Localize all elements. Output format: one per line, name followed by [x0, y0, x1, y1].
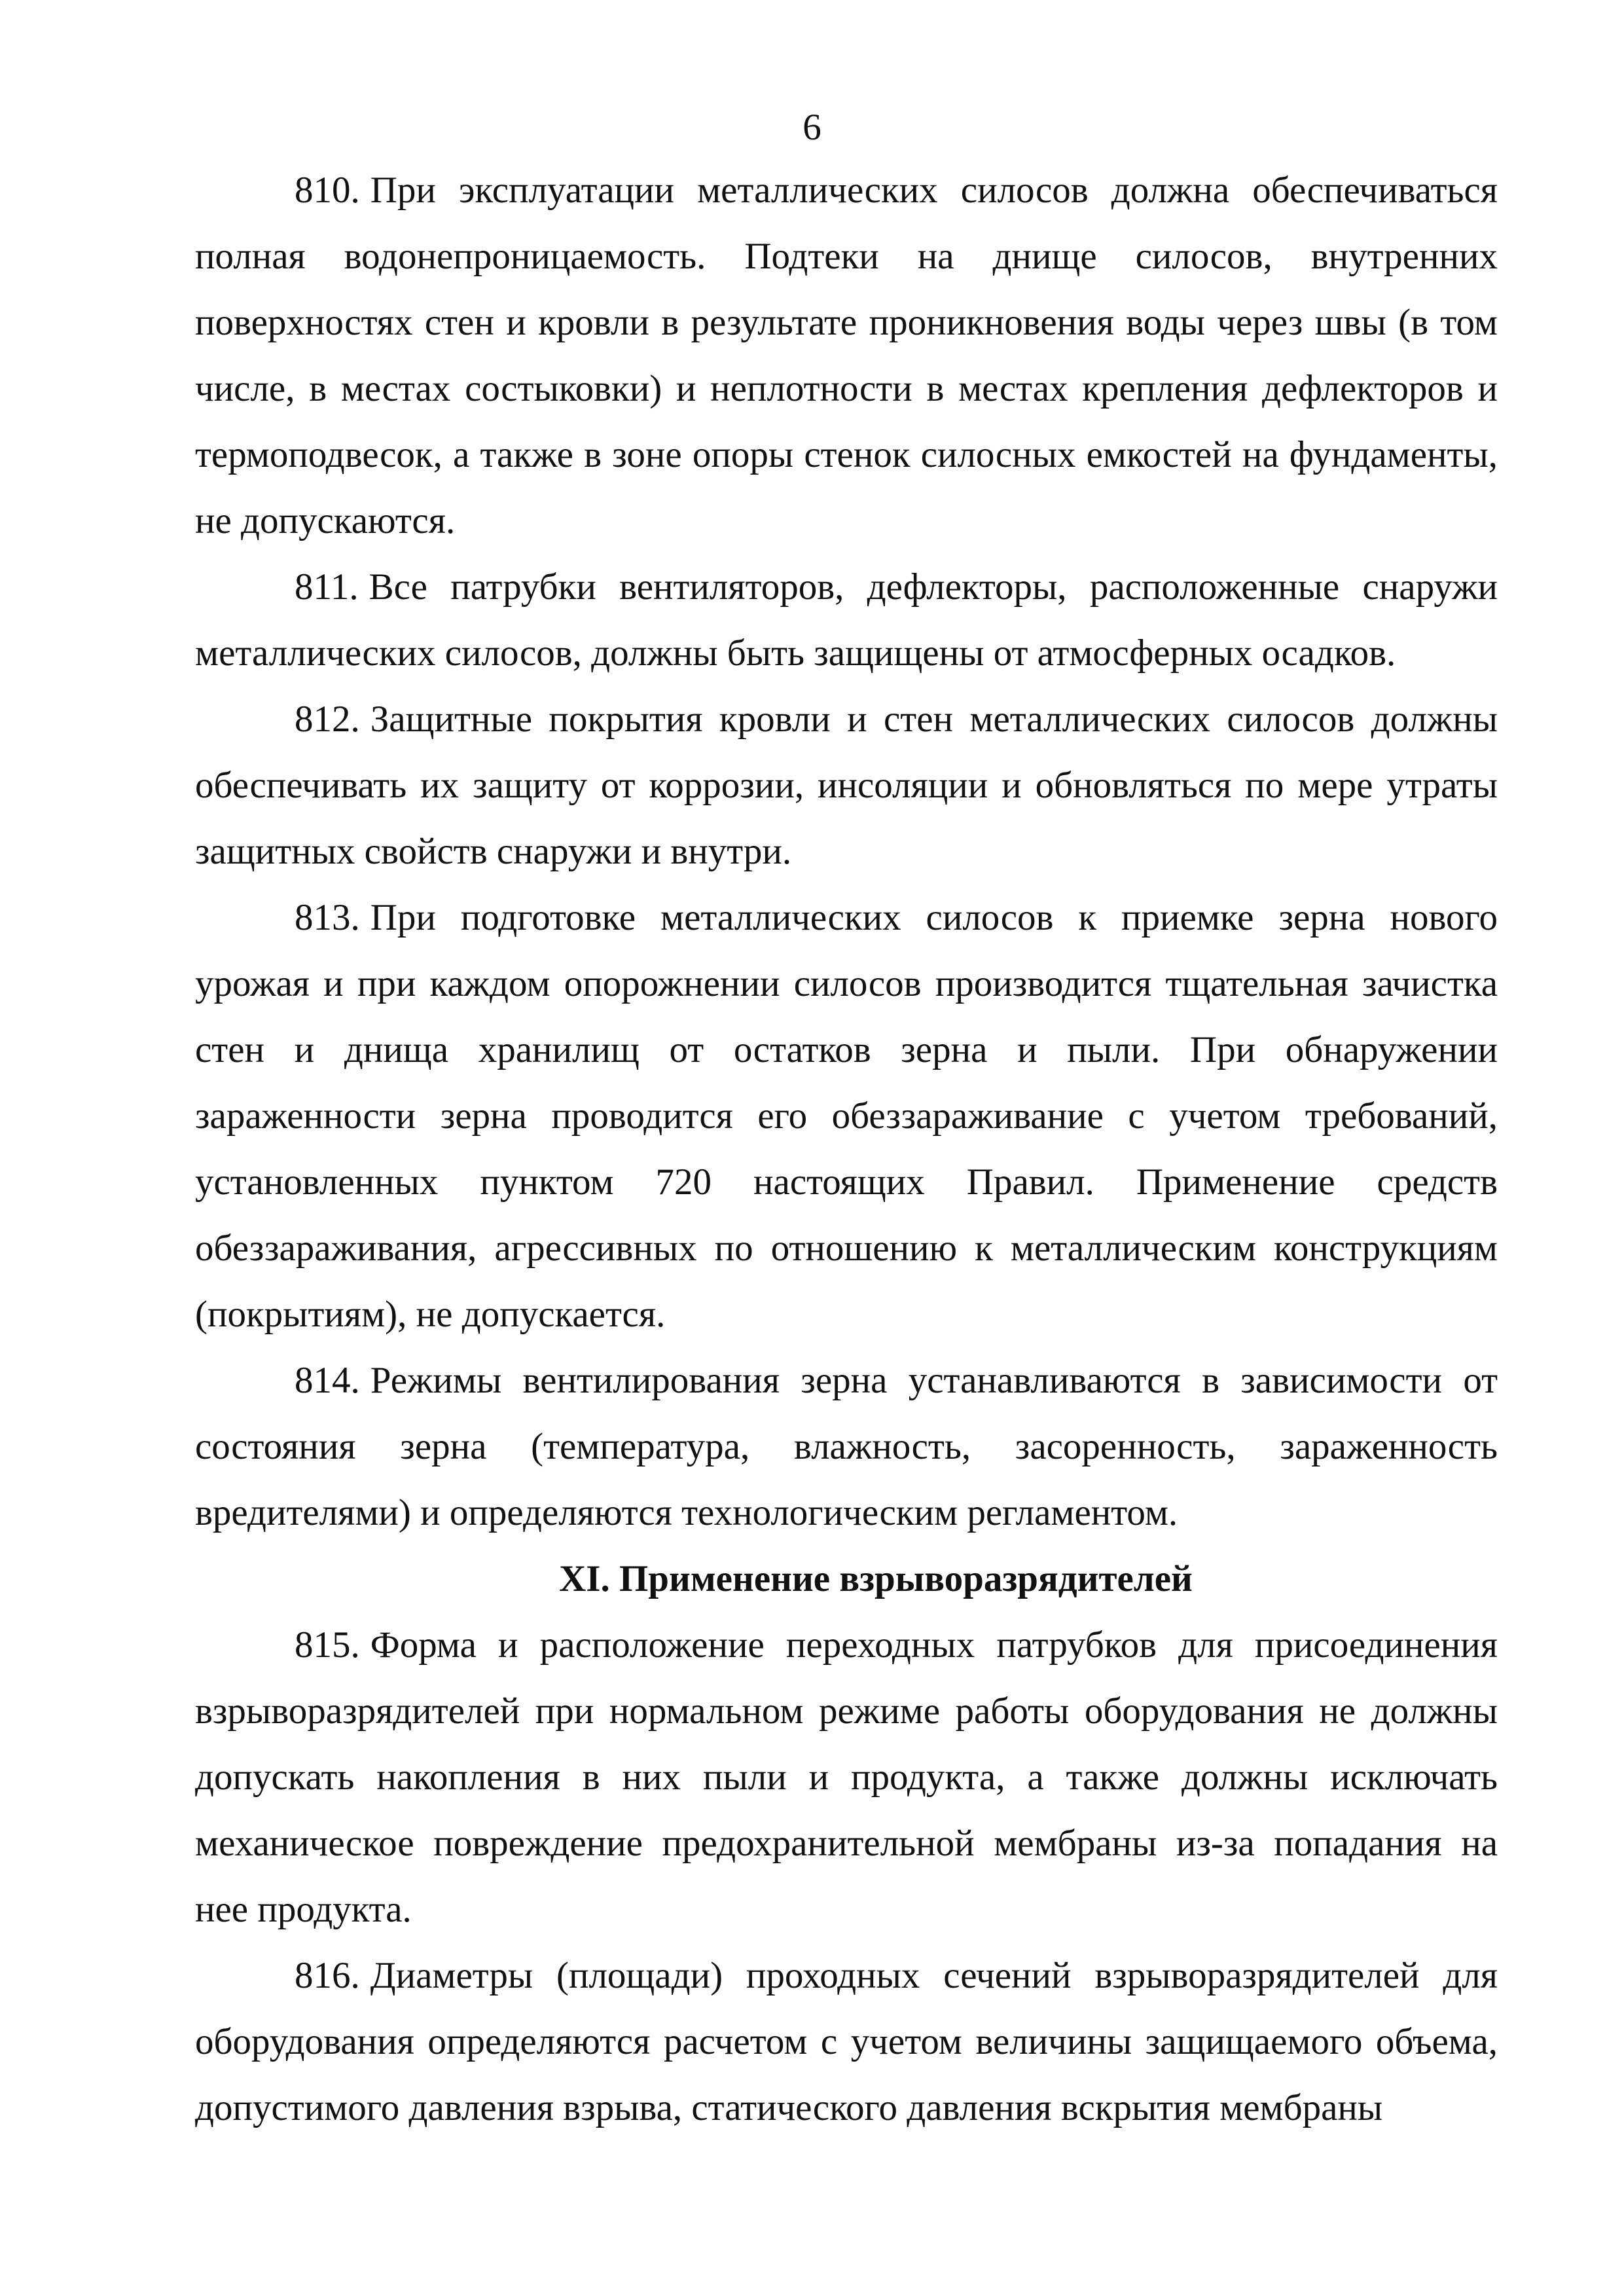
paragraph-text: Форма и расположение переходных патрубков для присоединения взрыворазрядителей при нормальном режиме работы оборудования не должны допускать накопления в них пыли и продукта, а также должны исключать механическое повреждение предохранительной мембраны из-за попадания на нее продукта. [195, 1624, 1498, 1930]
paragraph-811 [195, 554, 1498, 686]
section-heading: XI. Применение взрыворазрядителей [559, 1558, 1193, 1599]
paragraph-text: При эксплуатации металлических силосов должна обеспечиваться полная водонепроницаемость. Подтеки на днище силосов, внутренних поверхностях стен и кровли в результате проникновения воды через швы (в том числе, в местах состыковки) и неплотности в местах крепления дефлекторов и термоподвесок, а также в зоне опоры стенок силосных емкостей на фундаменты, не допускаются. [195, 170, 1498, 541]
paragraph-number: 814. [295, 1360, 360, 1401]
paragraph-number: 812. [295, 699, 360, 740]
paragraph-number: 816. [295, 1955, 360, 1996]
paragraph-text: Диаметры (площади) проходных сечений взрыворазрядителей для оборудования определяются расчетом с учетом величины защищаемого объема, допустимого давления взрыва, статического давления вскрытия мембраны [195, 1955, 1498, 2128]
paragraph-816 [195, 1942, 1498, 2141]
paragraph-813 [195, 884, 1498, 1347]
paragraph-810 [195, 157, 1498, 554]
paragraph-number: 811. [295, 566, 359, 608]
paragraph-815 [195, 1612, 1498, 1942]
document-body [195, 157, 1498, 2141]
paragraph-814 [195, 1347, 1498, 1546]
paragraph-text: Режимы вентилирования зерна устанавливаются в зависимости от состояния зерна (температура, влажность, засоренность, зараженность вредителями) и определяются технологическим регламентом. [195, 1360, 1498, 1533]
paragraph-text: Защитные покрытия кровли и стен металлических силосов должны обеспечивать их защиту от коррозии, инсоляции и обновляться по мере утраты защитных свойств снаружи и внутри. [195, 699, 1498, 872]
paragraph-number: 810. [295, 170, 360, 211]
page-number: 6 [803, 107, 821, 148]
paragraph-text: При подготовке металлических силосов к приемке зерна нового урожая и при каждом опорожнении силосов производится тщательная зачистка стен и днища хранилищ от остатков зерна и пыли. При обнаружении зараженности зерна проводится его обеззараживание с учетом требований, установленных пунктом 720 настоящих Правил. Применение средств обеззараживания, агрессивных по отношению к металлическим конструкциям (покрытиям), не допускается. [195, 897, 1498, 1335]
paragraph-812 [195, 686, 1498, 884]
paragraph-number: 813. [295, 897, 360, 938]
paragraph-text: Все патрубки вентиляторов, дефлекторы, расположенные снаружи металлических силосов, должны быть защищены от атмосферных осадков. [195, 566, 1498, 674]
paragraph-number: 815. [295, 1624, 360, 1666]
